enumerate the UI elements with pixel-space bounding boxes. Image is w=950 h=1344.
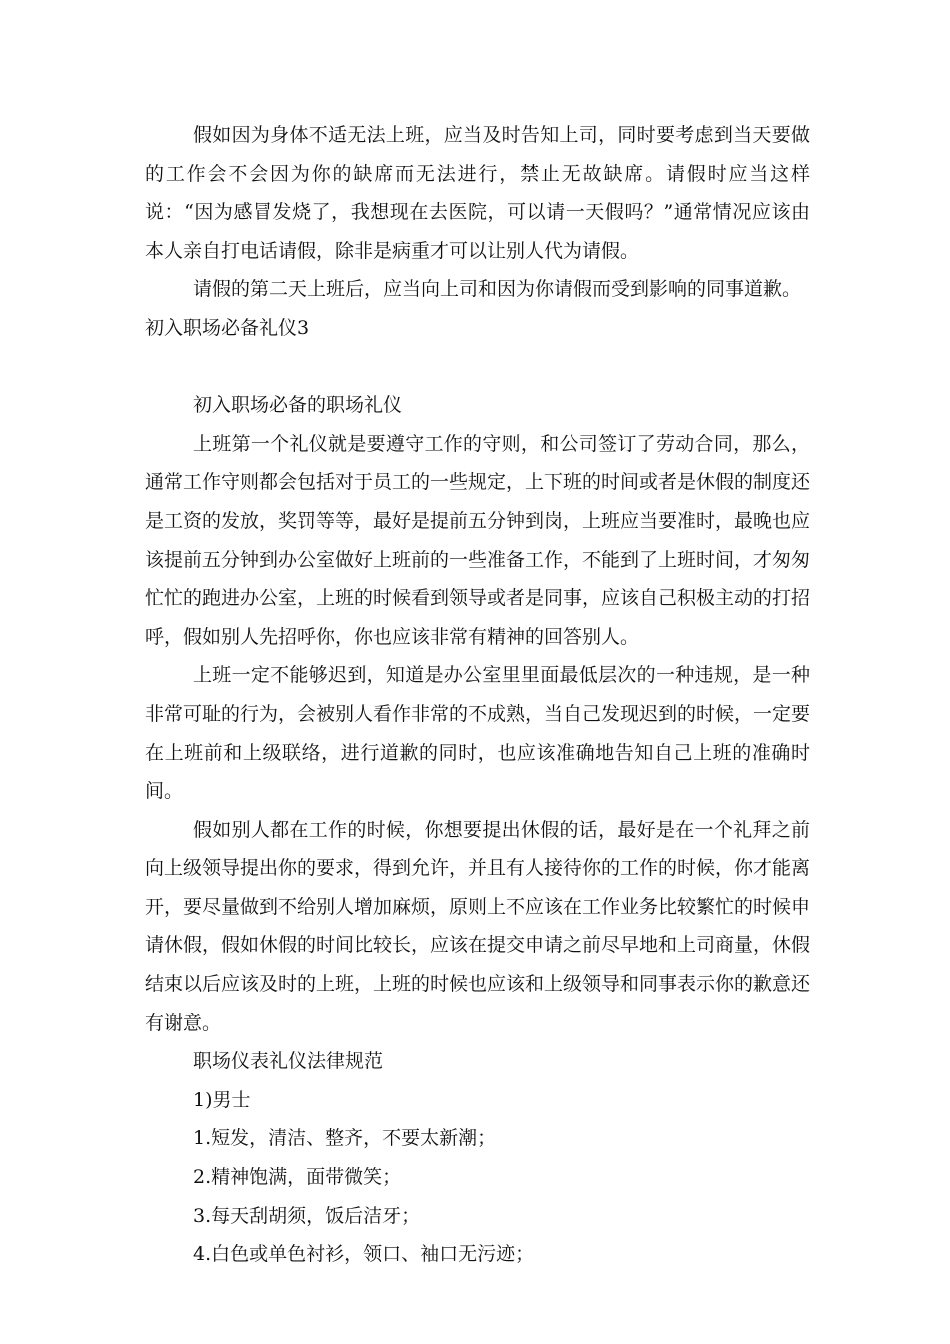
- paragraph-lateness: 上班一定不能够迟到，知道是办公室里里面最低层次的一种违规，是一种非常可耻的行为，会被别人看作非常的不成熟，当自己发现迟到的时候，一定要在上班前和上级联络，进行道歉的同时，也应该准确地告知自己上班的准确时间。: [145, 664, 811, 803]
- subsection-heading-appearance: 职场仪表礼仪法律规范: [193, 1050, 384, 1073]
- subsection-heading: 初入职场必备的职场礼仪: [193, 394, 403, 417]
- paragraph-work-rules: 上班第一个礼仪就是要遵守工作的守则，和公司签订了劳动合同，那么，通常工作守则都会包括对于员工的一些规定，上下班的时间或者是休假的制度还是工资的发放，奖罚等等，最好是提前五分钟到岗，上班应当要准时，最晚也应该提前五分钟到办公室做好上班前的一些准备工作，不能到了上班时间，才匆匆忙忙的跑进办公室，上班的时候看到领导或者是同事，应该自己积极主动的打招呼，假如别人先招呼你，你也应该非常有精神的回答别人。: [145, 432, 811, 648]
- section-heading: 初入职场必备礼仪3: [145, 316, 310, 339]
- list-item: 2.精神饱满，面带微笑；: [193, 1166, 402, 1189]
- list-item: 1.短发，清洁、整齐，不要太新潮；: [193, 1127, 497, 1150]
- list-item: 4.白色或单色衬衫，领口、袖口无污迹；: [193, 1243, 535, 1266]
- blank-line: [145, 348, 810, 387]
- list-heading-men: 1)男士: [193, 1088, 251, 1111]
- document-body: [145, 116, 810, 1274]
- list-item: 3.每天刮胡须，饭后洁牙；: [193, 1204, 421, 1227]
- paragraph-vacation: 假如别人都在工作的时候，你想要提出休假的话，最好是在一个礼拜之前向上级领导提出你的要求，得到允许，并且有人接待你的工作的时候，你才能离开，要尽量做到不给别人增加麻烦，原则上不应该在工作业务比较繁忙的时候申请休假，假如休假的时间比较长，应该在提交申请之前尽早地和上司商量，休假结束以后应该及时的上班，上班的时候也应该和上级领导和同事表示你的歉意还有谢意。: [145, 818, 811, 1034]
- paragraph-sick-leave: 假如因为身体不适无法上班，应当及时告知上司，同时要考虑到当天要做的工作会不会因为你的缺席而无法进行，禁止无故缺席。请假时应当这样说：“因为感冒发烧了，我想现在去医院，可以请一天假吗？”通常情况应该由本人亲自打电话请假，除非是病重才可以让别人代为请假。: [145, 124, 810, 262]
- paragraph-apology: 请假的第二天上班后，应当向上司和因为你请假而受到影响的同事道歉。: [193, 278, 802, 301]
